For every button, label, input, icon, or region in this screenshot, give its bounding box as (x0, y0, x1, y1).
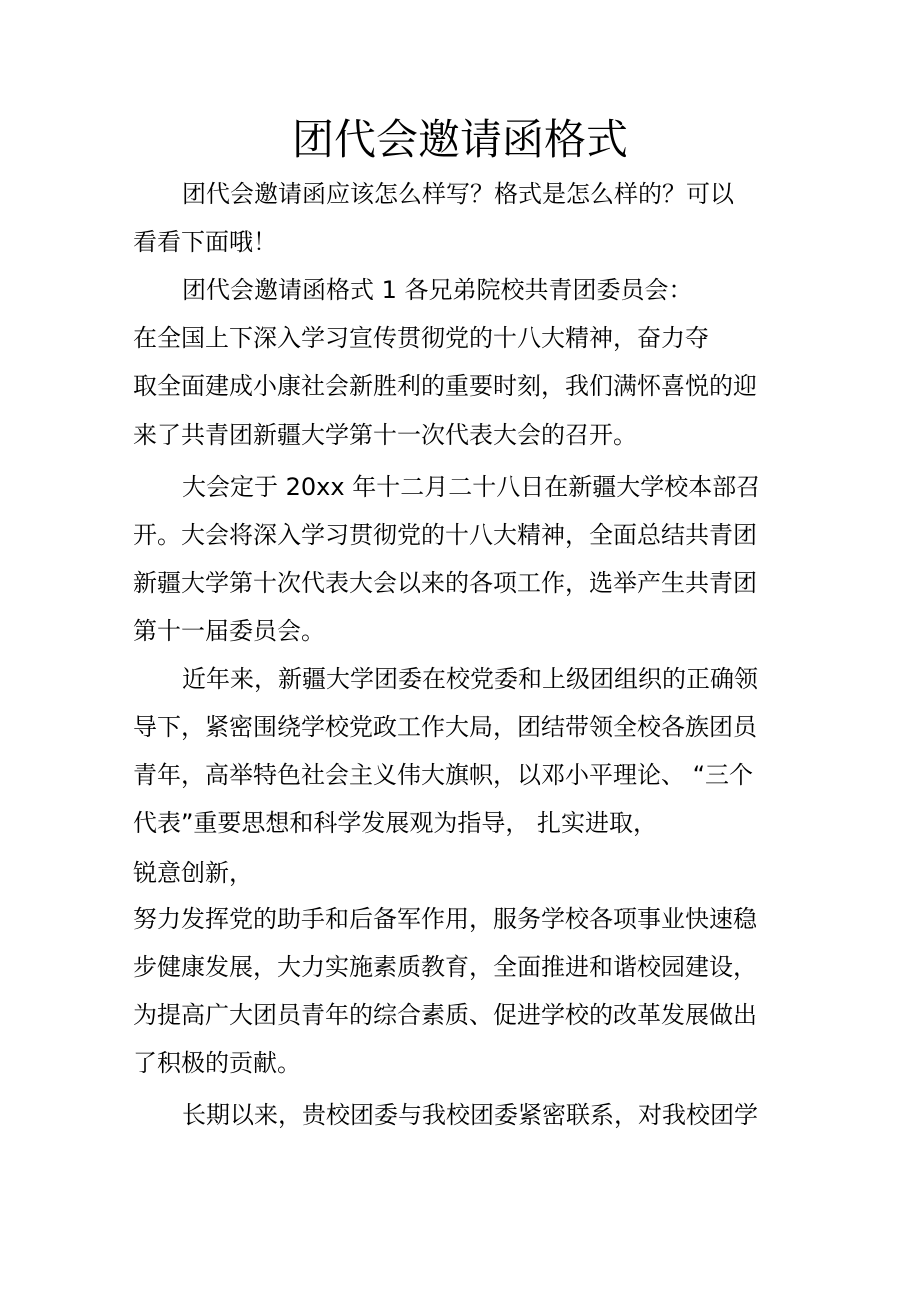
text-line: 了积极的贡献。 (133, 1049, 301, 1077)
text-line: 青年，高举特色社会主义伟大旗帜，以邓小平理论、 “三个 (133, 761, 754, 789)
text-line: 第十一届委员会。 (133, 617, 325, 645)
text-line: 锐意创新， (133, 859, 253, 887)
text-line: 取全面建成小康社会新胜利的重要时刻，我们满怀喜悦的迎 (133, 372, 757, 400)
text-line: 团代会邀请函应该怎么样写？格式是怎么样的？可以 (182, 180, 734, 208)
text-line: 开。大会将深入学习贯彻党的十八大精神，全面总结共青团 (133, 521, 757, 549)
text-line: 代表”重要思想和科学发展观为指导， 扎实进取， (133, 809, 658, 837)
text-line: 在全国上下深入学习宣传贯彻党的十八大精神，奋力夺 (133, 324, 709, 352)
text-line: 来了共青团新疆大学第十一次代表大会的召开。 (133, 421, 637, 449)
text-line: 为提高广大团员青年的综合素质、促进学校的改革发展做出 (133, 1001, 757, 1029)
document-title: 团代会邀请函格式 (291, 115, 628, 164)
text-line: 步健康发展，大力实施素质教育，全面推进和谐校园建设， (133, 953, 757, 981)
text-line: 导下，紧密围绕学校党政工作大局，团结带领全校各族团员 (133, 713, 757, 741)
text-line: 团代会邀请函格式 1 各兄弟院校共青团委员会： (182, 276, 693, 304)
text-line: 近年来，新疆大学团委在校党委和上级团组织的正确领 (182, 665, 758, 693)
text-line: 新疆大学第十次代表大会以来的各项工作，选举产生共青团 (133, 569, 757, 597)
text-line: 看看下面哦！ (133, 228, 277, 256)
text-line: 努力发挥党的助手和后备军作用，服务学校各项事业快速稳 (133, 905, 757, 933)
text-line: 大会定于 20xx 年十二月二十八日在新疆大学校本部召 (182, 473, 761, 501)
text-line: 长期以来，贵校团委与我校团委紧密联系，对我校团学 (182, 1101, 758, 1129)
